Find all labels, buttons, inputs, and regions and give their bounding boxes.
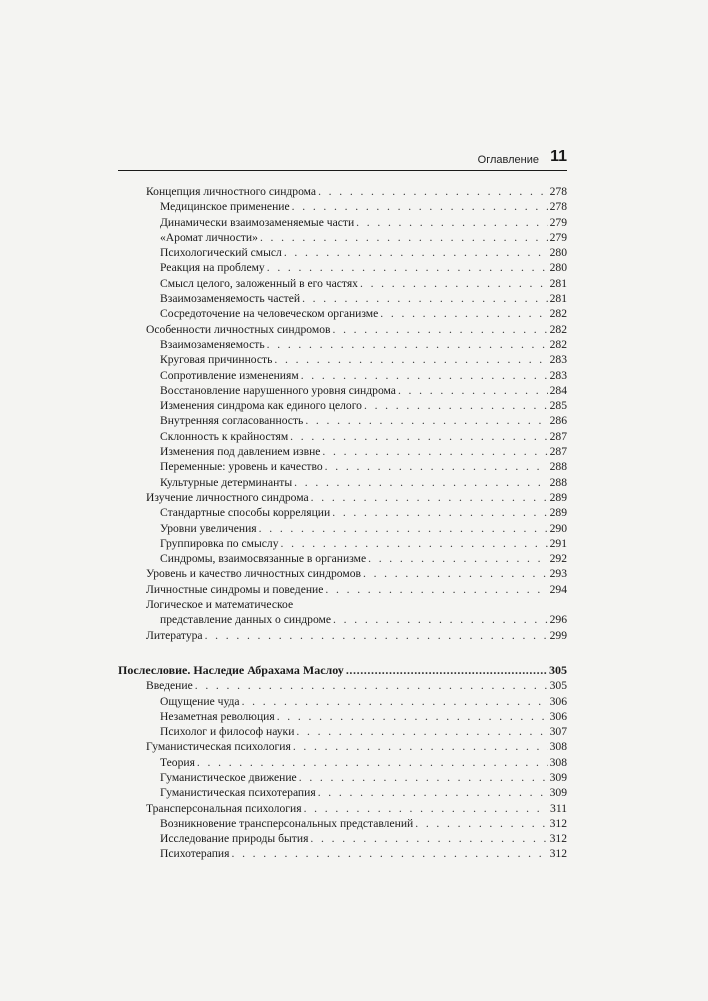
- page-number: 11: [550, 148, 567, 165]
- toc-entry[interactable]: [118, 230, 567, 245]
- toc-entry-page: 283: [549, 368, 567, 382]
- toc-entry-page: 292: [549, 552, 567, 566]
- toc-entry-label: Гуманистическое движение: [160, 770, 297, 784]
- toc-entry-page: 287: [549, 445, 567, 459]
- toc-entry-label: Реакция на проблему: [160, 261, 265, 275]
- toc-entry[interactable]: [118, 709, 567, 724]
- toc-entry-page: 279: [549, 230, 567, 244]
- toc-entry-page: 309: [549, 770, 567, 784]
- toc-entry-page: 287: [549, 429, 567, 443]
- dot-leader: [242, 694, 548, 709]
- dot-leader: [318, 184, 548, 199]
- toc-entry[interactable]: [118, 337, 567, 352]
- toc-entry[interactable]: [118, 694, 567, 709]
- toc-entry-page: 305: [549, 662, 567, 677]
- toc-entry-page: 293: [549, 567, 567, 581]
- dot-leader: [325, 582, 547, 597]
- toc-entry-page: 289: [549, 490, 567, 504]
- dot-leader: [231, 846, 547, 861]
- toc-entry[interactable]: [118, 816, 567, 831]
- toc-entry-label: Личностные синдромы и поведение: [146, 582, 324, 596]
- toc-entry-page: 309: [549, 786, 567, 800]
- toc-entry[interactable]: [118, 475, 567, 490]
- toc-entry[interactable]: [118, 739, 567, 754]
- toc-entry[interactable]: [118, 785, 567, 800]
- toc-entry-page: 281: [549, 292, 567, 306]
- dot-leader: [360, 276, 548, 291]
- toc-entry-label: Возникновение трансперсональных представлений: [160, 816, 414, 830]
- toc-entry[interactable]: [118, 505, 567, 520]
- toc-entry-label: Теория: [160, 755, 195, 769]
- toc-entry[interactable]: [118, 770, 567, 785]
- dot-leader: [284, 245, 548, 260]
- toc-entry-page: 284: [549, 383, 567, 397]
- toc-entry-label: Группировка по смыслу: [160, 536, 279, 550]
- toc-entry-label: Изменения под давлением извне: [160, 445, 321, 459]
- toc-entry-page: 308: [549, 755, 567, 769]
- dot-leader: [281, 536, 548, 551]
- toc-entry[interactable]: [118, 306, 567, 321]
- toc-entry[interactable]: [118, 459, 567, 474]
- dot-leader: [260, 230, 548, 245]
- toc-entry[interactable]: [118, 383, 567, 398]
- toc-entry[interactable]: [118, 260, 567, 275]
- dot-leader: [259, 521, 548, 536]
- toc-entry-page: 299: [549, 628, 567, 642]
- toc-entry-label: Психотерапия: [160, 847, 230, 861]
- toc-entry-page: 312: [549, 816, 567, 830]
- toc-entry-label: Уровень и качество личностных синдромов: [146, 567, 361, 581]
- toc-entry-label: Ощущение чуда: [160, 694, 240, 708]
- toc-entry[interactable]: [118, 429, 567, 444]
- dot-leader: [302, 291, 548, 306]
- dot-leader: [299, 770, 548, 785]
- toc-entry-page: 278: [549, 185, 567, 198]
- toc-entry-label: Восстановление нарушенного уровня синдрома: [160, 383, 396, 397]
- dot-leader: [363, 566, 548, 581]
- toc-section-1: [118, 184, 567, 643]
- dot-leader: [368, 551, 548, 566]
- toc-entry[interactable]: [118, 597, 567, 612]
- toc-entry-label: Психолог и философ науки: [160, 725, 295, 739]
- toc-section-2: [118, 678, 567, 862]
- toc-entry-page: 283: [549, 353, 567, 367]
- toc-entry[interactable]: [118, 352, 567, 367]
- toc-entry[interactable]: [118, 398, 567, 413]
- toc-entry-label: Склонность к крайностям: [160, 429, 289, 443]
- toc-entry-label: Стандартные способы корреляции: [160, 506, 331, 520]
- toc-entry-label: Особенности личностных синдромов: [146, 322, 331, 336]
- toc-entry-label: Незаметная революция: [160, 709, 275, 723]
- toc-entry-label: Сопротивление изменениям: [160, 368, 299, 382]
- toc-entry-page: 306: [549, 709, 567, 723]
- dot-leader: [294, 475, 547, 490]
- toc-entry-page: 308: [549, 740, 567, 754]
- toc-entry-label: Психологический смысл: [160, 246, 282, 260]
- toc-entry-label: Литература: [146, 628, 203, 642]
- dot-leader: [325, 459, 548, 474]
- toc-entry-label: Трансперсональная психология: [146, 801, 302, 815]
- toc-entry-label: Изучение личностного синдрома: [146, 490, 309, 504]
- dot-leader: [277, 709, 548, 724]
- dot-leader: [274, 352, 547, 367]
- toc-entry[interactable]: [118, 551, 567, 566]
- toc-entry-label: Синдромы, взаимосвязанные в организме: [160, 552, 367, 566]
- dot-leader: [332, 322, 547, 337]
- toc-entry-page: 311: [550, 801, 567, 815]
- dot-leader: [304, 801, 548, 816]
- toc-entry-page: 288: [549, 475, 567, 489]
- toc-entry-page: 296: [549, 613, 567, 627]
- toc-entry-page: 282: [549, 307, 567, 321]
- dot-leader: [346, 663, 547, 678]
- toc-entry[interactable]: [118, 199, 567, 214]
- dot-leader: [305, 413, 547, 428]
- toc-entry[interactable]: [118, 184, 567, 199]
- toc-entry-page: 279: [549, 215, 567, 229]
- toc-entry-page: 285: [549, 399, 567, 413]
- toc-entry-page: 281: [549, 276, 567, 290]
- toc-entry-label: Динамически взаимозаменяемые части: [160, 215, 355, 229]
- dot-leader: [318, 785, 548, 800]
- toc-entry-page: 289: [549, 506, 567, 520]
- dot-leader: [267, 260, 548, 275]
- toc-entry[interactable]: [118, 582, 567, 597]
- dot-leader: [311, 490, 548, 505]
- toc-entry-label: Культурные детерминанты: [160, 475, 293, 489]
- toc-entry[interactable]: [118, 566, 567, 581]
- dot-leader: [292, 199, 548, 214]
- toc-entry-page: 282: [549, 337, 567, 351]
- dot-leader: [364, 398, 548, 413]
- toc-entry-label: Смысл целого, заложенный в его частях: [160, 276, 358, 290]
- dot-leader: [415, 816, 547, 831]
- dot-leader: [310, 831, 547, 846]
- dot-leader: [332, 505, 547, 520]
- dot-leader: [333, 612, 548, 627]
- toc-entry-chapter[interactable]: [118, 663, 567, 678]
- toc-entry-page: 306: [549, 694, 567, 708]
- toc-entry-page: 307: [549, 725, 567, 739]
- toc-entry-page: 294: [549, 582, 567, 596]
- toc-entry-label: Исследование природы бытия: [160, 832, 309, 846]
- toc-entry-page: 291: [549, 536, 567, 550]
- toc-entry[interactable]: [118, 831, 567, 846]
- table-of-contents: [118, 184, 567, 862]
- dot-leader: [296, 724, 547, 739]
- dot-leader: [398, 383, 548, 398]
- toc-entry-page: 280: [549, 261, 567, 275]
- toc-entry-page: 290: [549, 521, 567, 535]
- toc-entry[interactable]: [118, 678, 567, 693]
- toc-entry-label: Круговая причинность: [160, 353, 273, 367]
- toc-entry[interactable]: [118, 368, 567, 383]
- dot-leader: [356, 215, 547, 230]
- dot-leader: [205, 628, 548, 643]
- toc-entry-page: 286: [549, 414, 567, 428]
- toc-entry[interactable]: [118, 291, 567, 306]
- toc-entry-label: Внутренняя согласованность: [160, 414, 304, 428]
- running-header-title: Оглавление: [477, 154, 539, 166]
- running-header: [118, 148, 567, 171]
- toc-entry-label: Уровни увеличения: [160, 521, 257, 535]
- toc-entry[interactable]: [118, 846, 567, 861]
- dot-leader: [267, 337, 548, 352]
- toc-entry[interactable]: [118, 521, 567, 536]
- toc-entry-label: представление данных о синдроме: [160, 613, 332, 627]
- toc-entry-label: Взаимозаменяемость частей: [160, 292, 301, 306]
- toc-entry[interactable]: [118, 628, 567, 643]
- toc-entry-label: Логическое и математическое: [146, 598, 294, 612]
- toc-entry[interactable]: [118, 801, 567, 816]
- toc-entry[interactable]: [118, 755, 567, 770]
- dot-leader: [195, 678, 548, 693]
- toc-entry-page: 312: [549, 832, 567, 846]
- toc-entry-label: Изменения синдрома как единого целого: [160, 399, 362, 413]
- dot-leader: [293, 739, 548, 754]
- toc-entry-label: Медицинское применение: [160, 200, 290, 214]
- toc-entry-label: Переменные: уровень и качество: [160, 460, 323, 474]
- toc-entry-page: 278: [549, 200, 567, 214]
- toc-entry-label: Концепция личностного синдрома: [146, 185, 317, 198]
- toc-entry-label: Гуманистическая психология: [146, 740, 291, 754]
- toc-entry-label: «Аромат личности»: [160, 230, 258, 244]
- toc-entry-page: 305: [549, 679, 567, 693]
- toc-entry[interactable]: [118, 322, 567, 337]
- dot-leader: [197, 755, 548, 770]
- toc-entry-page: 312: [549, 847, 567, 861]
- toc-entry-label: Сосредоточение на человеческом организме: [160, 307, 379, 321]
- toc-entry[interactable]: [118, 490, 567, 505]
- toc-entry[interactable]: [118, 536, 567, 551]
- toc-entry-page: 288: [549, 460, 567, 474]
- toc-entry-label: Введение: [146, 679, 193, 693]
- toc-entry-page: 282: [549, 322, 567, 336]
- dot-leader: [290, 429, 547, 444]
- dot-leader: [301, 368, 548, 383]
- toc-entry[interactable]: [118, 215, 567, 230]
- section-gap: [118, 643, 567, 663]
- dot-leader: [380, 306, 547, 321]
- toc-entry-label: Гуманистическая психотерапия: [160, 786, 316, 800]
- toc-entry[interactable]: [118, 413, 567, 428]
- toc-entry-label: Взаимозаменяемость: [160, 337, 265, 351]
- dot-leader: [322, 444, 547, 459]
- toc-entry[interactable]: [118, 245, 567, 260]
- toc-entry[interactable]: [118, 724, 567, 739]
- toc-entry[interactable]: [118, 444, 567, 459]
- toc-entry-label: Послесловие. Наследие Абрахама Маслоу: [118, 662, 344, 677]
- toc-entry[interactable]: [118, 612, 567, 627]
- toc-entry[interactable]: [118, 276, 567, 291]
- toc-entry-page: 280: [549, 246, 567, 260]
